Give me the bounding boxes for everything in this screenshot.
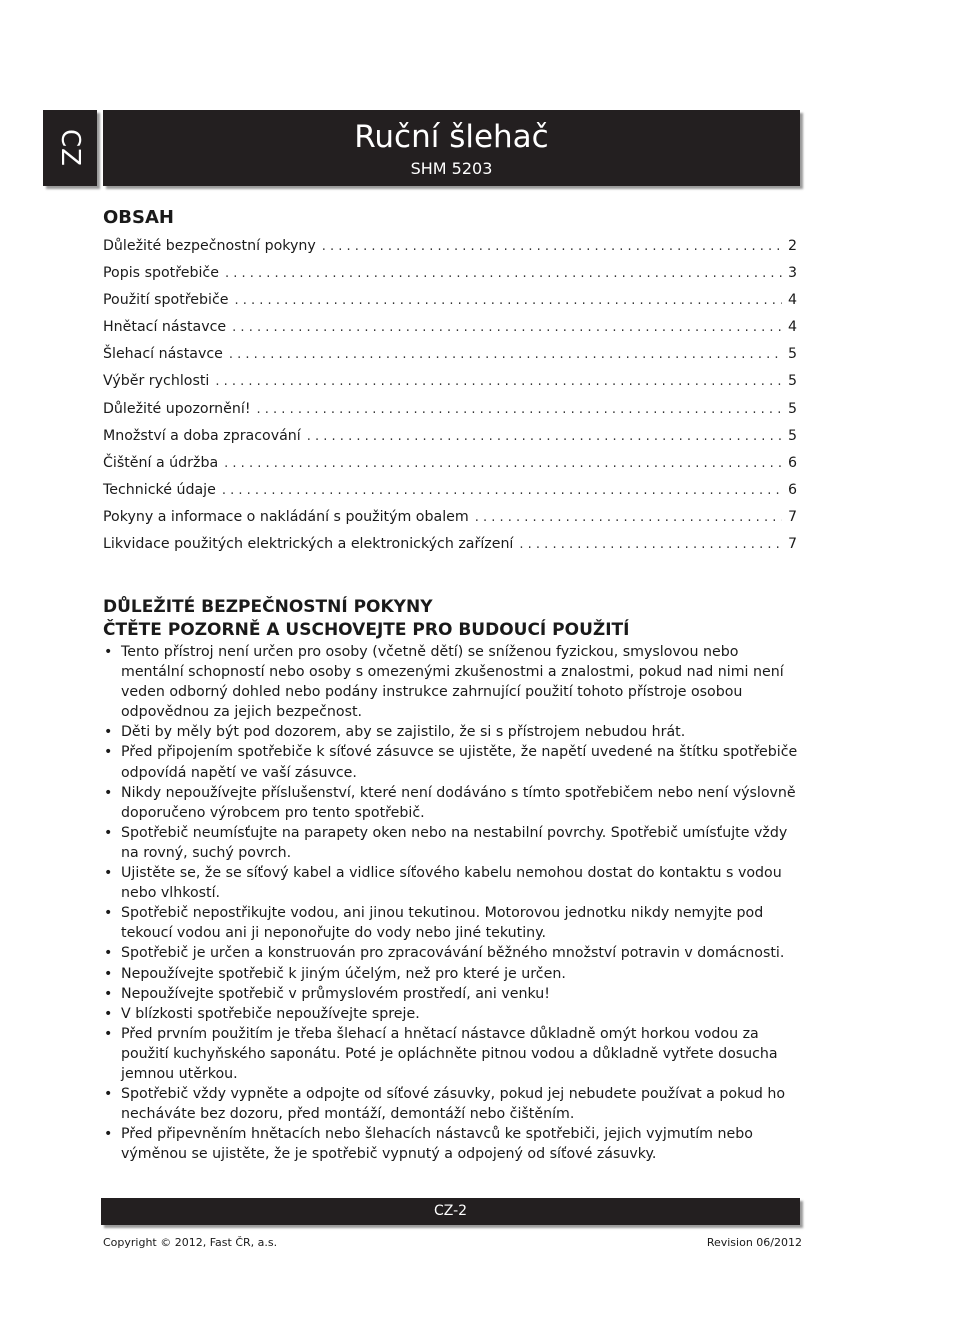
toc-leader-dots <box>232 315 782 340</box>
toc-item-page: 5 <box>787 400 797 417</box>
list-item: • Před připevněním hnětacích nebo šlehacích nástavců ke spotřebiči, jejich vyjmutím nebo výměnou se ujistěte, že je spotřebič vypnutý a odpojený od síťové zásuvky. <box>103 1124 803 1164</box>
toc-item-page: 4 <box>787 319 797 336</box>
safety-section-heading <box>103 596 629 642</box>
toc-item-page: 5 <box>787 427 797 444</box>
toc-item-label: Likvidace použitých elektrických a elektronických zařízení <box>103 536 514 553</box>
list-item: • Ujistěte se, že se síťový kabel a vidlice síťového kabelu nemohou dostat do kontaktu s vodou nebo vlhkostí. <box>103 863 803 903</box>
toc-item[interactable] <box>103 234 797 261</box>
toc-item-label: Množství a doba zpracování <box>103 427 301 444</box>
copyright-notice: Copyright © 2012, Fast ČR, a.s. <box>103 1236 278 1249</box>
toc-item-label: Důležité upozornění! <box>103 400 251 417</box>
page-number-bar <box>101 1198 800 1225</box>
list-item: • V blízkosti spotřebiče nepoužívejte spreje. <box>103 1004 803 1024</box>
toc-item-label: Pokyny a informace o nakládání s použitým obalem <box>103 508 469 525</box>
list-item: • Nepoužívejte spotřebič k jiným účelým, než pro které je určen. <box>103 964 803 984</box>
toc-item-label: Použití spotřebiče <box>103 292 229 309</box>
list-item: • Nikdy nepoužívejte příslušenství, které není dodáváno s tímto spotřebičem nebo není výslovně doporučeno výrobcem pro tento spotřebič. <box>103 783 803 823</box>
toc-leader-dots <box>224 451 782 476</box>
table-of-contents <box>103 234 797 559</box>
toc-leader-dots <box>235 288 782 313</box>
toc-leader-dots <box>475 505 782 530</box>
list-item: • Před prvním použitím je třeba šlehací a hnětací nástavce důkladně omýt horkou vodou za použití kuchyňského saponátu. Poté je opláchněte pitnou vodou a důkladně vytřete dosucha jemnou utěrkou. <box>103 1024 803 1084</box>
toc-item[interactable] <box>103 315 797 342</box>
list-item: • Spotřebič vždy vypněte a odpojte od síťové zásuvky, pokud jej nebudete používat a pokud ho necháváte bez dozoru, před montáží, demontáží nebo čištěním. <box>103 1084 803 1124</box>
toc-item[interactable] <box>103 532 797 559</box>
toc-item[interactable] <box>103 261 797 288</box>
toc-leader-dots <box>225 261 782 286</box>
revision-label: Revision 06/2012 <box>706 1236 802 1249</box>
list-item: • Spotřebič neumísťujte na parapety oken nebo na nestabilní povrchy. Spotřebič umísťujte vždy na rovný, suchý povrch. <box>103 823 803 863</box>
toc-item-label: Výběr rychlosti <box>103 373 210 390</box>
toc-item-page: 6 <box>787 481 797 498</box>
toc-item[interactable] <box>103 424 797 451</box>
list-item: • Spotřebič nepostřikujte vodou, ani jinou tekutinou. Motorovou jednotku nikdy nemyjte pod tekoucí vodou ani ji neponořujte do vody nebo jiné tekutiny. <box>103 903 803 943</box>
toc-item-page: 5 <box>787 346 797 363</box>
language-tab <box>43 110 97 186</box>
toc-item-label: Popis spotřebiče <box>103 265 219 282</box>
toc-leader-dots <box>215 369 782 394</box>
toc-leader-dots <box>222 478 782 503</box>
toc-item[interactable] <box>103 451 797 478</box>
list-item: • Děti by měly být pod dozorem, aby se zajistilo, že si s přístrojem nebudou hrát. <box>103 722 803 742</box>
toc-item-page: 7 <box>787 536 797 553</box>
language-code: CZ <box>55 129 85 167</box>
list-item: • Tento přístroj není určen pro osoby (včetně dětí) se sníženou fyzickou, smyslovou nebo mentální schopností nebo osoby s omezenými zkušenostmi a znalostmi, pokud nad nimi není veden odborný dohled nebo podány instrukce zahrnující použití tohoto přístroje osobou odpovědnou za jejich bezpečnost. <box>103 642 803 722</box>
list-item: • Spotřebič je určen a konstruován pro zpracovávání běžného množství potravin v domácnosti. <box>103 943 803 963</box>
toc-item-page: 6 <box>787 454 797 471</box>
toc-item[interactable] <box>103 478 797 505</box>
toc-item-page: 5 <box>787 373 797 390</box>
toc-leader-dots <box>307 424 782 449</box>
toc-item[interactable] <box>103 397 797 424</box>
model-number: SHM 5203 <box>410 159 493 178</box>
toc-item[interactable] <box>103 505 797 532</box>
toc-item-page: 2 <box>787 238 797 254</box>
safety-instructions-list <box>103 642 803 1164</box>
toc-leader-dots <box>519 532 782 557</box>
toc-leader-dots <box>322 234 782 259</box>
toc-item-page: 3 <box>787 265 797 282</box>
list-item: • Nepoužívejte spotřebič v průmyslovém prostředí, ani venku! <box>103 984 803 1004</box>
toc-item-label: Technické údaje <box>103 481 216 498</box>
page-number: CZ-2 <box>433 1203 468 1219</box>
toc-item-label: Důležité bezpečnostní pokyny <box>103 238 316 254</box>
document-title: Ruční šlehač <box>354 119 549 155</box>
safety-heading-secondary: ČTĚTE POZORNĚ A USCHOVEJTE PRO BUDOUCÍ POUŽITÍ <box>103 620 630 640</box>
toc-item[interactable] <box>103 342 797 369</box>
toc-leader-dots <box>229 342 782 367</box>
toc-item-page: 4 <box>787 292 797 309</box>
list-item: • Před připojením spotřebiče k síťové zásuvce se ujistěte, že napětí uvedené na štítku spotřebiče odpovídá napětí ve vaší zásuvce. <box>103 742 803 782</box>
toc-item-label: Hnětací nástavce <box>103 319 227 336</box>
title-banner <box>103 110 800 186</box>
toc-item-label: Čištění a údržba <box>103 454 219 471</box>
toc-item-page: 7 <box>787 508 797 525</box>
toc-leader-dots <box>257 397 782 422</box>
toc-item[interactable] <box>103 288 797 315</box>
toc-item-label: Šlehací nástavce <box>103 346 223 363</box>
safety-heading-primary: DŮLEŽITÉ BEZPEČNOSTNÍ POKYNY <box>103 597 433 617</box>
toc-heading: OBSAH <box>103 207 174 228</box>
toc-item[interactable] <box>103 369 797 396</box>
